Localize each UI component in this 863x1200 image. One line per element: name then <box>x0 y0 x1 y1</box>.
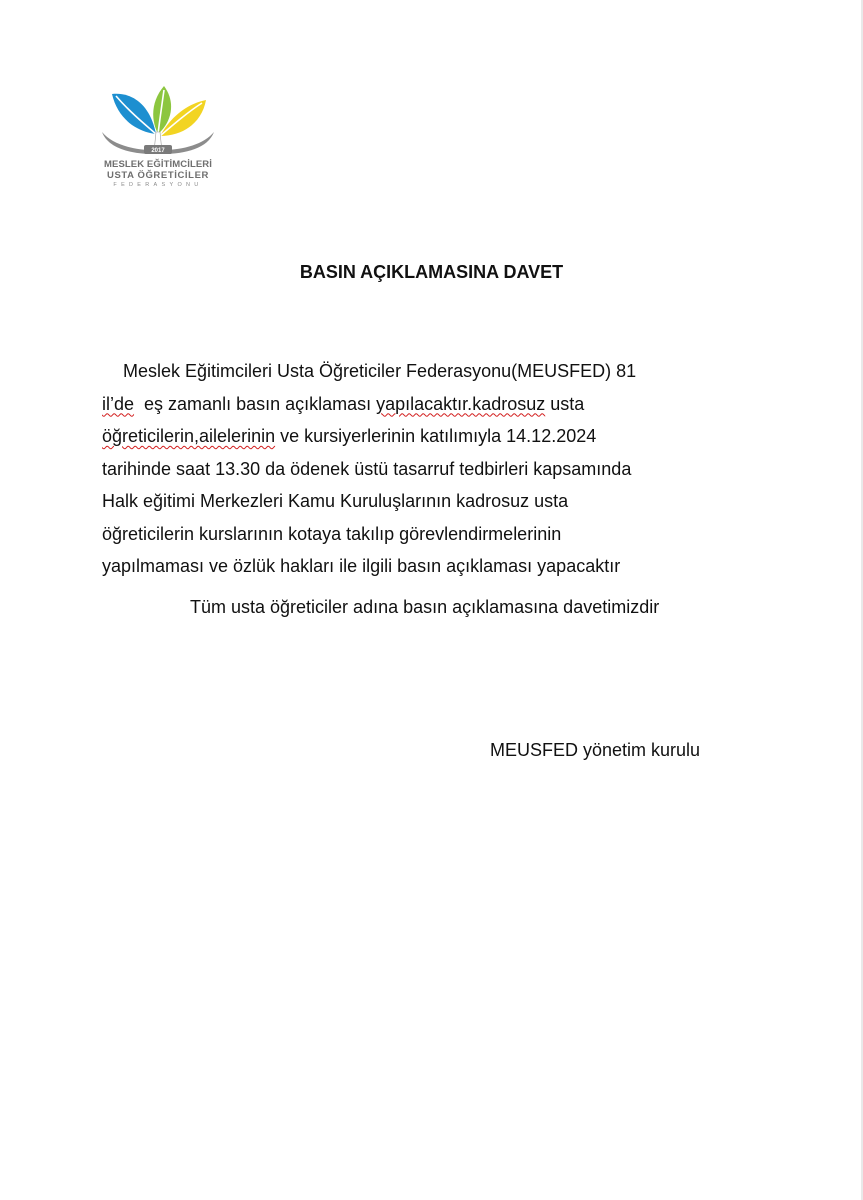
spellcheck-word: yapılacaktır.kadrosuz <box>376 393 546 414</box>
body-line-4: tarihinde saat 13.30 da ödenek üstü tasarruf tedbirleri kapsamında <box>102 458 632 479</box>
signature: MEUSFED yönetim kurulu <box>490 740 701 760</box>
spellcheck-word: il’de <box>102 393 135 414</box>
logo-text-line2: USTA ÖĞRETİCİLER <box>107 170 209 181</box>
logo-year: 2017 <box>151 148 165 154</box>
body-line-2 <box>102 388 762 421</box>
logo-text-line1: MESLEK EĞİTİMCİLERİ <box>104 159 212 170</box>
body-text-span: ve kursiyerlerinin katılımıyla 14.12.2024 <box>275 426 597 446</box>
closing-line: Tüm usta öğreticiler adına basın açıklamasına davetimizdir <box>190 597 660 617</box>
body-text-span: usta <box>545 393 585 414</box>
body-line-7: yapılmaması ve özlük hakları ile ilgili basın açıklaması yapacaktır <box>102 556 621 576</box>
body-paragraph <box>102 355 762 583</box>
federation-logo <box>98 82 218 190</box>
body-text-span: eş zamanlı basın açıklaması <box>134 393 377 414</box>
spellcheck-word: öğreticilerin,ailelerinin <box>102 426 276 446</box>
body-line-5: Halk eğitimi Merkezleri Kamu Kuruluşlarının kadrosuz usta <box>102 491 569 511</box>
body-line-3 <box>102 420 762 453</box>
document-title: BASIN AÇIKLAMASINA DAVET <box>299 262 564 282</box>
logo-text-line3: FEDERASYONU <box>113 182 203 188</box>
body-line-1: Meslek Eğitimcileri Usta Öğreticiler Federasyonu(MEUSFED) 81 <box>123 361 637 381</box>
body-line-6: öğreticilerin kurslarının kotaya takılıp görevlendirmelerinin <box>102 523 562 544</box>
